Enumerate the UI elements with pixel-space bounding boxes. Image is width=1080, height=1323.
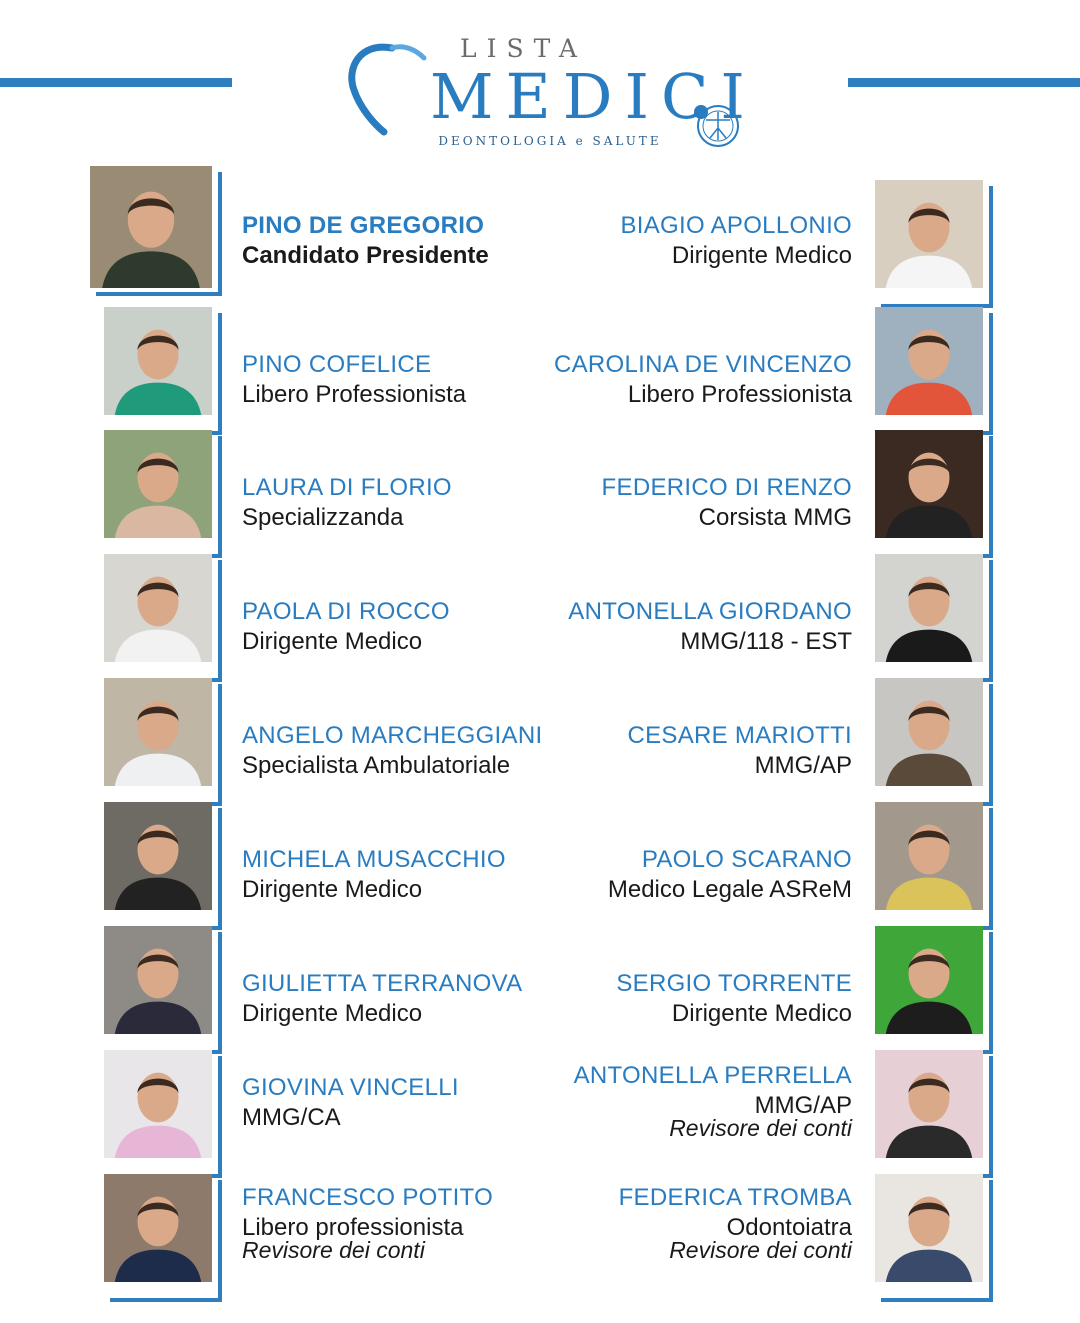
candidate-photo (875, 430, 993, 558)
candidate-extra-role: Revisore dei conti (669, 1115, 852, 1141)
candidate-photo (104, 802, 222, 930)
logo-tagline: DEONTOLOGIA e SALUTE (438, 134, 662, 148)
portrait-image (104, 554, 212, 662)
portrait-image (104, 307, 212, 415)
logo-medici-text: MEDICI (430, 60, 757, 133)
candidate-name: ANGELO MARCHEGGIANI (242, 722, 543, 749)
portrait-image (875, 678, 983, 786)
candidate-photo (104, 554, 222, 682)
candidate-name: GIULIETTA TERRANOVA (242, 970, 523, 997)
candidate-role: Corsista MMG (698, 504, 852, 531)
candidate-name: SERGIO TORRENTE (616, 970, 852, 997)
candidate-role: Specializzanda (242, 504, 404, 531)
portrait-image (875, 430, 983, 538)
candidate-role: MMG/118 - EST (680, 628, 852, 655)
candidate-name: FEDERICO DI RENZO (601, 474, 852, 501)
candidate-name: GIOVINA VINCELLI (242, 1074, 459, 1101)
portrait-image (104, 926, 212, 1034)
candidate-extra-role: Revisore dei conti (242, 1237, 425, 1263)
candidate-role: Libero Professionista (242, 381, 467, 408)
candidate-role: MMG/CA (242, 1104, 341, 1131)
candidate-name: FEDERICA TROMBA (618, 1184, 852, 1211)
candidate-photo (875, 554, 993, 682)
candidate-name: ANTONELLA PERRELLA (573, 1062, 852, 1089)
header-rule-left (0, 78, 232, 87)
candidate-name: PINO DE GREGORIO (242, 212, 485, 239)
candidate-photo (104, 307, 222, 435)
candidate-role: Libero professionista (242, 1214, 464, 1241)
candidate-role: Medico Legale ASReM (607, 876, 852, 903)
candidate-name: BIAGIO APOLLONIO (620, 212, 852, 239)
header-rule-right (848, 78, 1080, 87)
candidate-name: CAROLINA DE VINCENZO (553, 351, 852, 378)
candidate-role: Libero Professionista (627, 381, 852, 408)
portrait-image (875, 802, 983, 910)
candidate-role: MMG/AP (754, 752, 852, 779)
candidate-role: Specialista Ambulatoriale (242, 752, 511, 779)
candidate-photo (875, 180, 993, 308)
candidate-role: Dirigente Medico (671, 242, 852, 269)
candidate-name: PINO COFELICE (242, 351, 432, 378)
candidate-photo (875, 678, 993, 806)
portrait-image (104, 1174, 212, 1282)
candidate-name: CESARE MARIOTTI (627, 722, 852, 749)
portrait-image (875, 307, 983, 415)
portrait-image (875, 554, 983, 662)
candidate-role: Dirigente Medico (242, 628, 423, 655)
portrait-image (875, 180, 983, 288)
candidate-photo (90, 166, 222, 296)
candidate-name: ANTONELLA GIORDANO (568, 598, 852, 625)
portrait-image (875, 1174, 983, 1282)
lista-medici-logo (340, 28, 757, 156)
candidate-photo (104, 926, 222, 1054)
candidate-role: Candidato Presidente (242, 242, 489, 269)
portrait-image (875, 1050, 983, 1158)
portrait-image (90, 166, 212, 288)
candidate-photo (875, 307, 993, 435)
candidate-photo (875, 1050, 993, 1178)
portrait-image (104, 802, 212, 910)
candidate-name: PAOLA DI ROCCO (242, 598, 450, 625)
candidate-name: LAURA DI FLORIO (242, 474, 452, 501)
candidate-role: Dirigente Medico (242, 876, 423, 903)
candidate-name: PAOLO SCARANO (641, 846, 852, 873)
candidate-name: FRANCESCO POTITO (242, 1184, 494, 1211)
portrait-image (104, 430, 212, 538)
logo-lista-text: LISTA (460, 34, 587, 63)
candidate-photo (875, 926, 993, 1054)
candidate-photo (104, 678, 222, 806)
candidate-photo (104, 430, 222, 558)
candidate-role: MMG/AP (754, 1092, 852, 1119)
candidate-role: Dirigente Medico (242, 1000, 423, 1027)
candidate-photo (875, 802, 993, 930)
candidate-photo (104, 1174, 222, 1302)
candidate-extra-role: Revisore dei conti (669, 1237, 852, 1263)
portrait-image (104, 678, 212, 786)
candidate-name: MICHELA MUSACCHIO (242, 846, 506, 873)
candidate-photo (875, 1174, 993, 1302)
candidate-role: Dirigente Medico (671, 1000, 852, 1027)
candidate-role: Odontoiatra (726, 1214, 852, 1241)
candidate-photo (104, 1050, 222, 1178)
portrait-image (104, 1050, 212, 1158)
portrait-image (875, 926, 983, 1034)
